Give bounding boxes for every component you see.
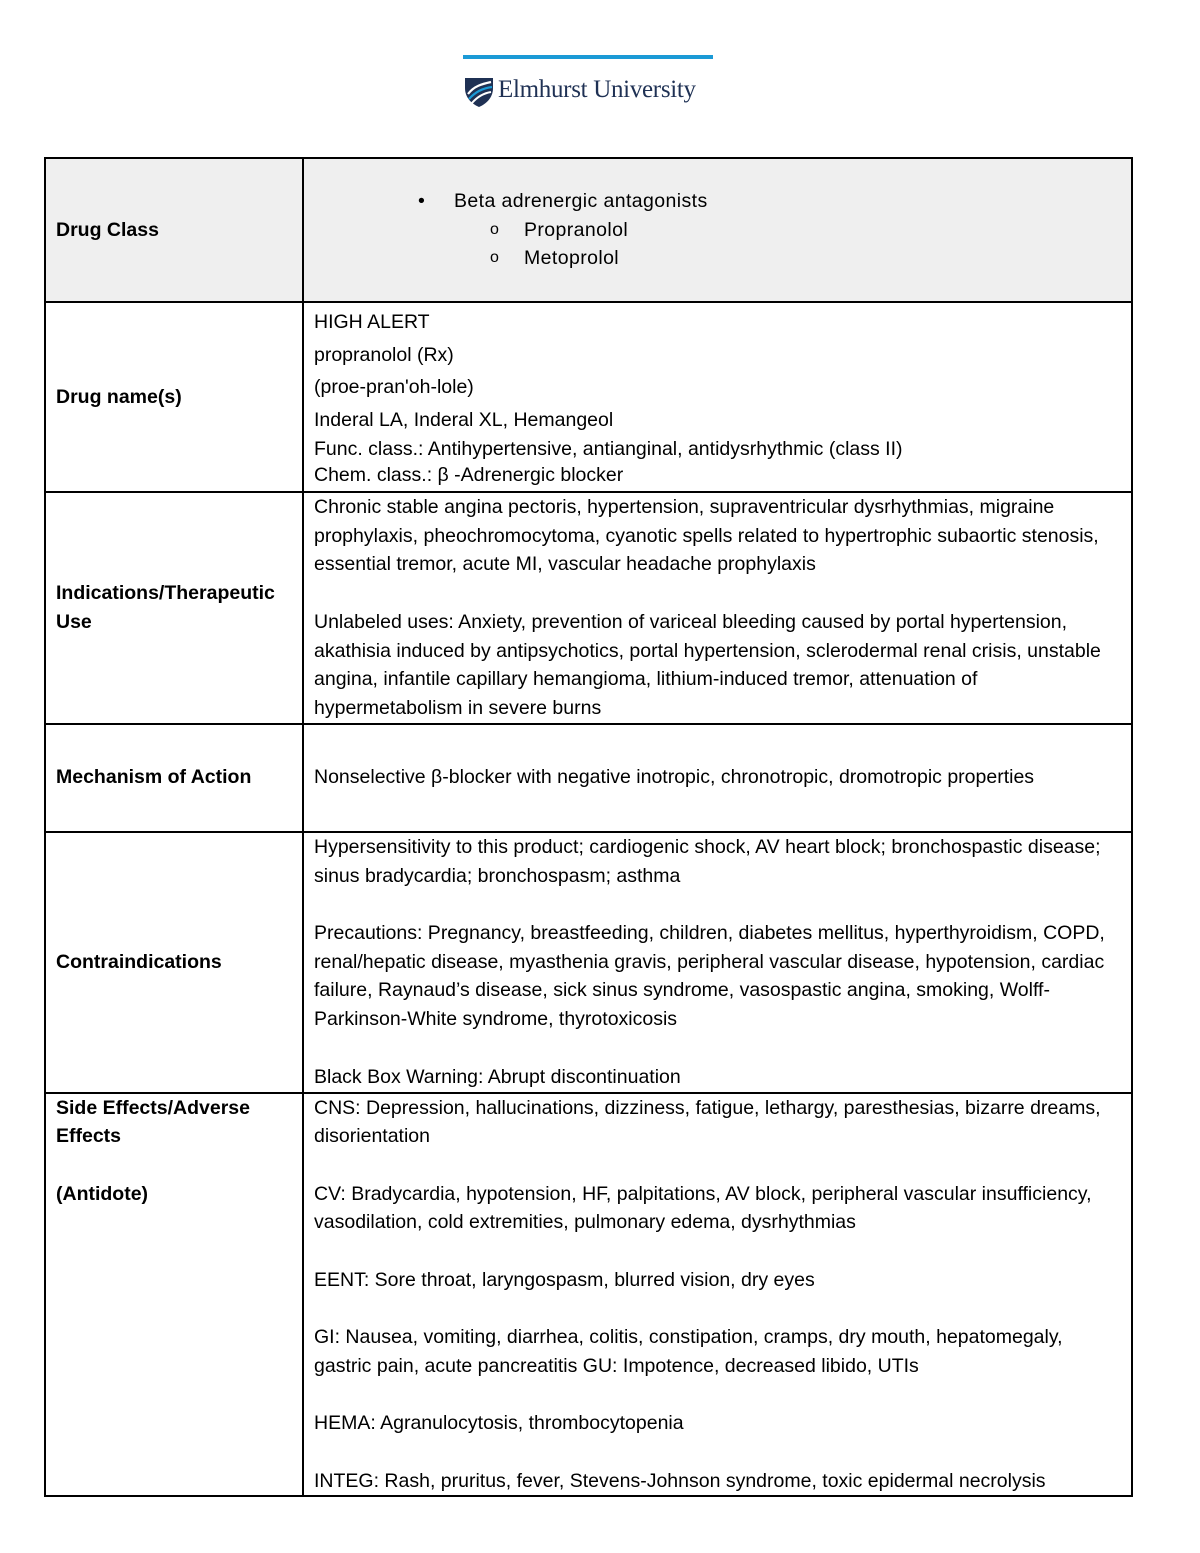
mechanism-value: Nonselective β-blocker with negative inotropic, chronotropic, dromotropic properties <box>303 724 1132 832</box>
chemical-class: Chem. class.: β -Adrenergic blocker <box>314 464 624 486</box>
pronunciation: (proe-pran'oh-lole) <box>314 376 474 398</box>
high-alert-text: HIGH ALERT <box>314 311 430 333</box>
mechanism-label: Mechanism of Action <box>45 724 303 832</box>
antidote-label: (Antidote) <box>56 1182 149 1205</box>
side-effects-eent: EENT: Sore throat, laryngospasm, blurred vision, dry eyes <box>314 1268 815 1291</box>
logo-accent-bar <box>463 55 713 59</box>
drug-class-sublist <box>454 216 1121 273</box>
mechanism-row <box>45 724 1132 832</box>
indications-unlabeled: Unlabeled uses: Anxiety, prevention of variceal bleeding caused by portal hypertension, akathisia induced by antipsychotics, portal hypertension, sclerodermal renal crisis, unstable angina, infantile capillary hemangioma, lithium-induced tremor, attenuation of hypermetabolism in severe burns <box>314 610 1101 719</box>
contraindications-row <box>45 832 1132 1093</box>
black-box-warning: Black Box Warning: Abrupt discontinuation <box>314 1065 681 1088</box>
side-effects-value <box>303 1093 1132 1497</box>
side-effects-cv: CV: Bradycardia, hypotension, HF, palpitations, AV block, peripheral vascular insufficiency, vasodilation, cold extremities, pulmonary edema, dysrhythmias <box>314 1182 1092 1234</box>
drug-names-label: Drug name(s) <box>45 302 303 492</box>
indications-label: Indications/Therapeutic Use <box>45 492 303 724</box>
side-effects-cns: CNS: Depression, hallucinations, dizziness, fatigue, lethargy, paresthesias, bizarre dreams, disorientation <box>314 1096 1101 1148</box>
university-logo <box>460 52 720 122</box>
drug-class-label: Drug Class <box>45 158 303 302</box>
contraindications-primary: Hypersensitivity to this product; cardiogenic shock, AV heart block; bronchospastic disease; sinus bradycardia; bronchospasm; asthma <box>314 835 1101 887</box>
drug-class-list <box>314 187 1121 273</box>
brand-names: Inderal LA, Inderal XL, Hemangeol <box>314 408 614 431</box>
side-effects-label: Side Effects/Adverse Effects <box>56 1096 251 1148</box>
contraindications-value <box>303 832 1132 1093</box>
side-effects-hema: HEMA: Agranulocytosis, thrombocytopenia <box>314 1412 684 1435</box>
side-effects-gi: GI: Nausea, vomiting, diarrhea, colitis, constipation, cramps, dry mouth, hepatomegaly, gastric pain, acute pancreatitis GU: Impotence, decreased libido, UTIs <box>314 1326 1063 1377</box>
indications-primary: Chronic stable angina pectoris, hypertension, supraventricular dysrhythmias, migraine prophylaxis, pheochromocytoma, cyanotic spells related to hypertrophic subaortic stenosis, essential tremor, acute MI, vascular headache prophylaxis <box>314 496 1099 576</box>
indications-value <box>303 492 1132 724</box>
drug-names-value <box>303 302 1132 492</box>
drug-class-row <box>45 158 1132 302</box>
side-effects-row <box>45 1093 1132 1497</box>
university-name: Elmhurst University <box>498 76 696 103</box>
side-effects-label-cell <box>45 1093 303 1497</box>
list-item: o Propranolol <box>524 216 1121 245</box>
functional-class: Func. class.: Antihypertensive, antianginal, antidysrhythmic (class II) <box>314 438 903 460</box>
generic-name: propranolol (Rx) <box>314 343 454 366</box>
drug-card-table <box>44 157 1133 1497</box>
list-item: o Metoprolol <box>524 244 1121 273</box>
drug-names-row <box>45 302 1132 492</box>
side-effects-integ: INTEG: Rash, pruritus, fever, Stevens-Johnson syndrome, toxic epidermal necrolysis <box>314 1469 1046 1492</box>
contraindications-label: Contraindications <box>45 832 303 1093</box>
drug-class-value <box>303 158 1132 302</box>
precautions-text: Precautions: Pregnancy, breastfeeding, children, diabetes mellitus, hyperthyroidism, COPD, renal/hepatic disease, myasthenia gravis, peripheral vascular disease, hypotension, cardiac failure, Raynaud’s disease, sick sinus syndrome, vasospastic angina, smoking, Wolff-Parkinson-White syndrome, thyrotoxicosis <box>314 922 1105 1031</box>
list-item: • Beta adrenergic antagonists o Propranolol o Metoprolol <box>454 187 1121 273</box>
elmhurst-shield-icon <box>462 74 496 108</box>
indications-row <box>45 492 1132 724</box>
